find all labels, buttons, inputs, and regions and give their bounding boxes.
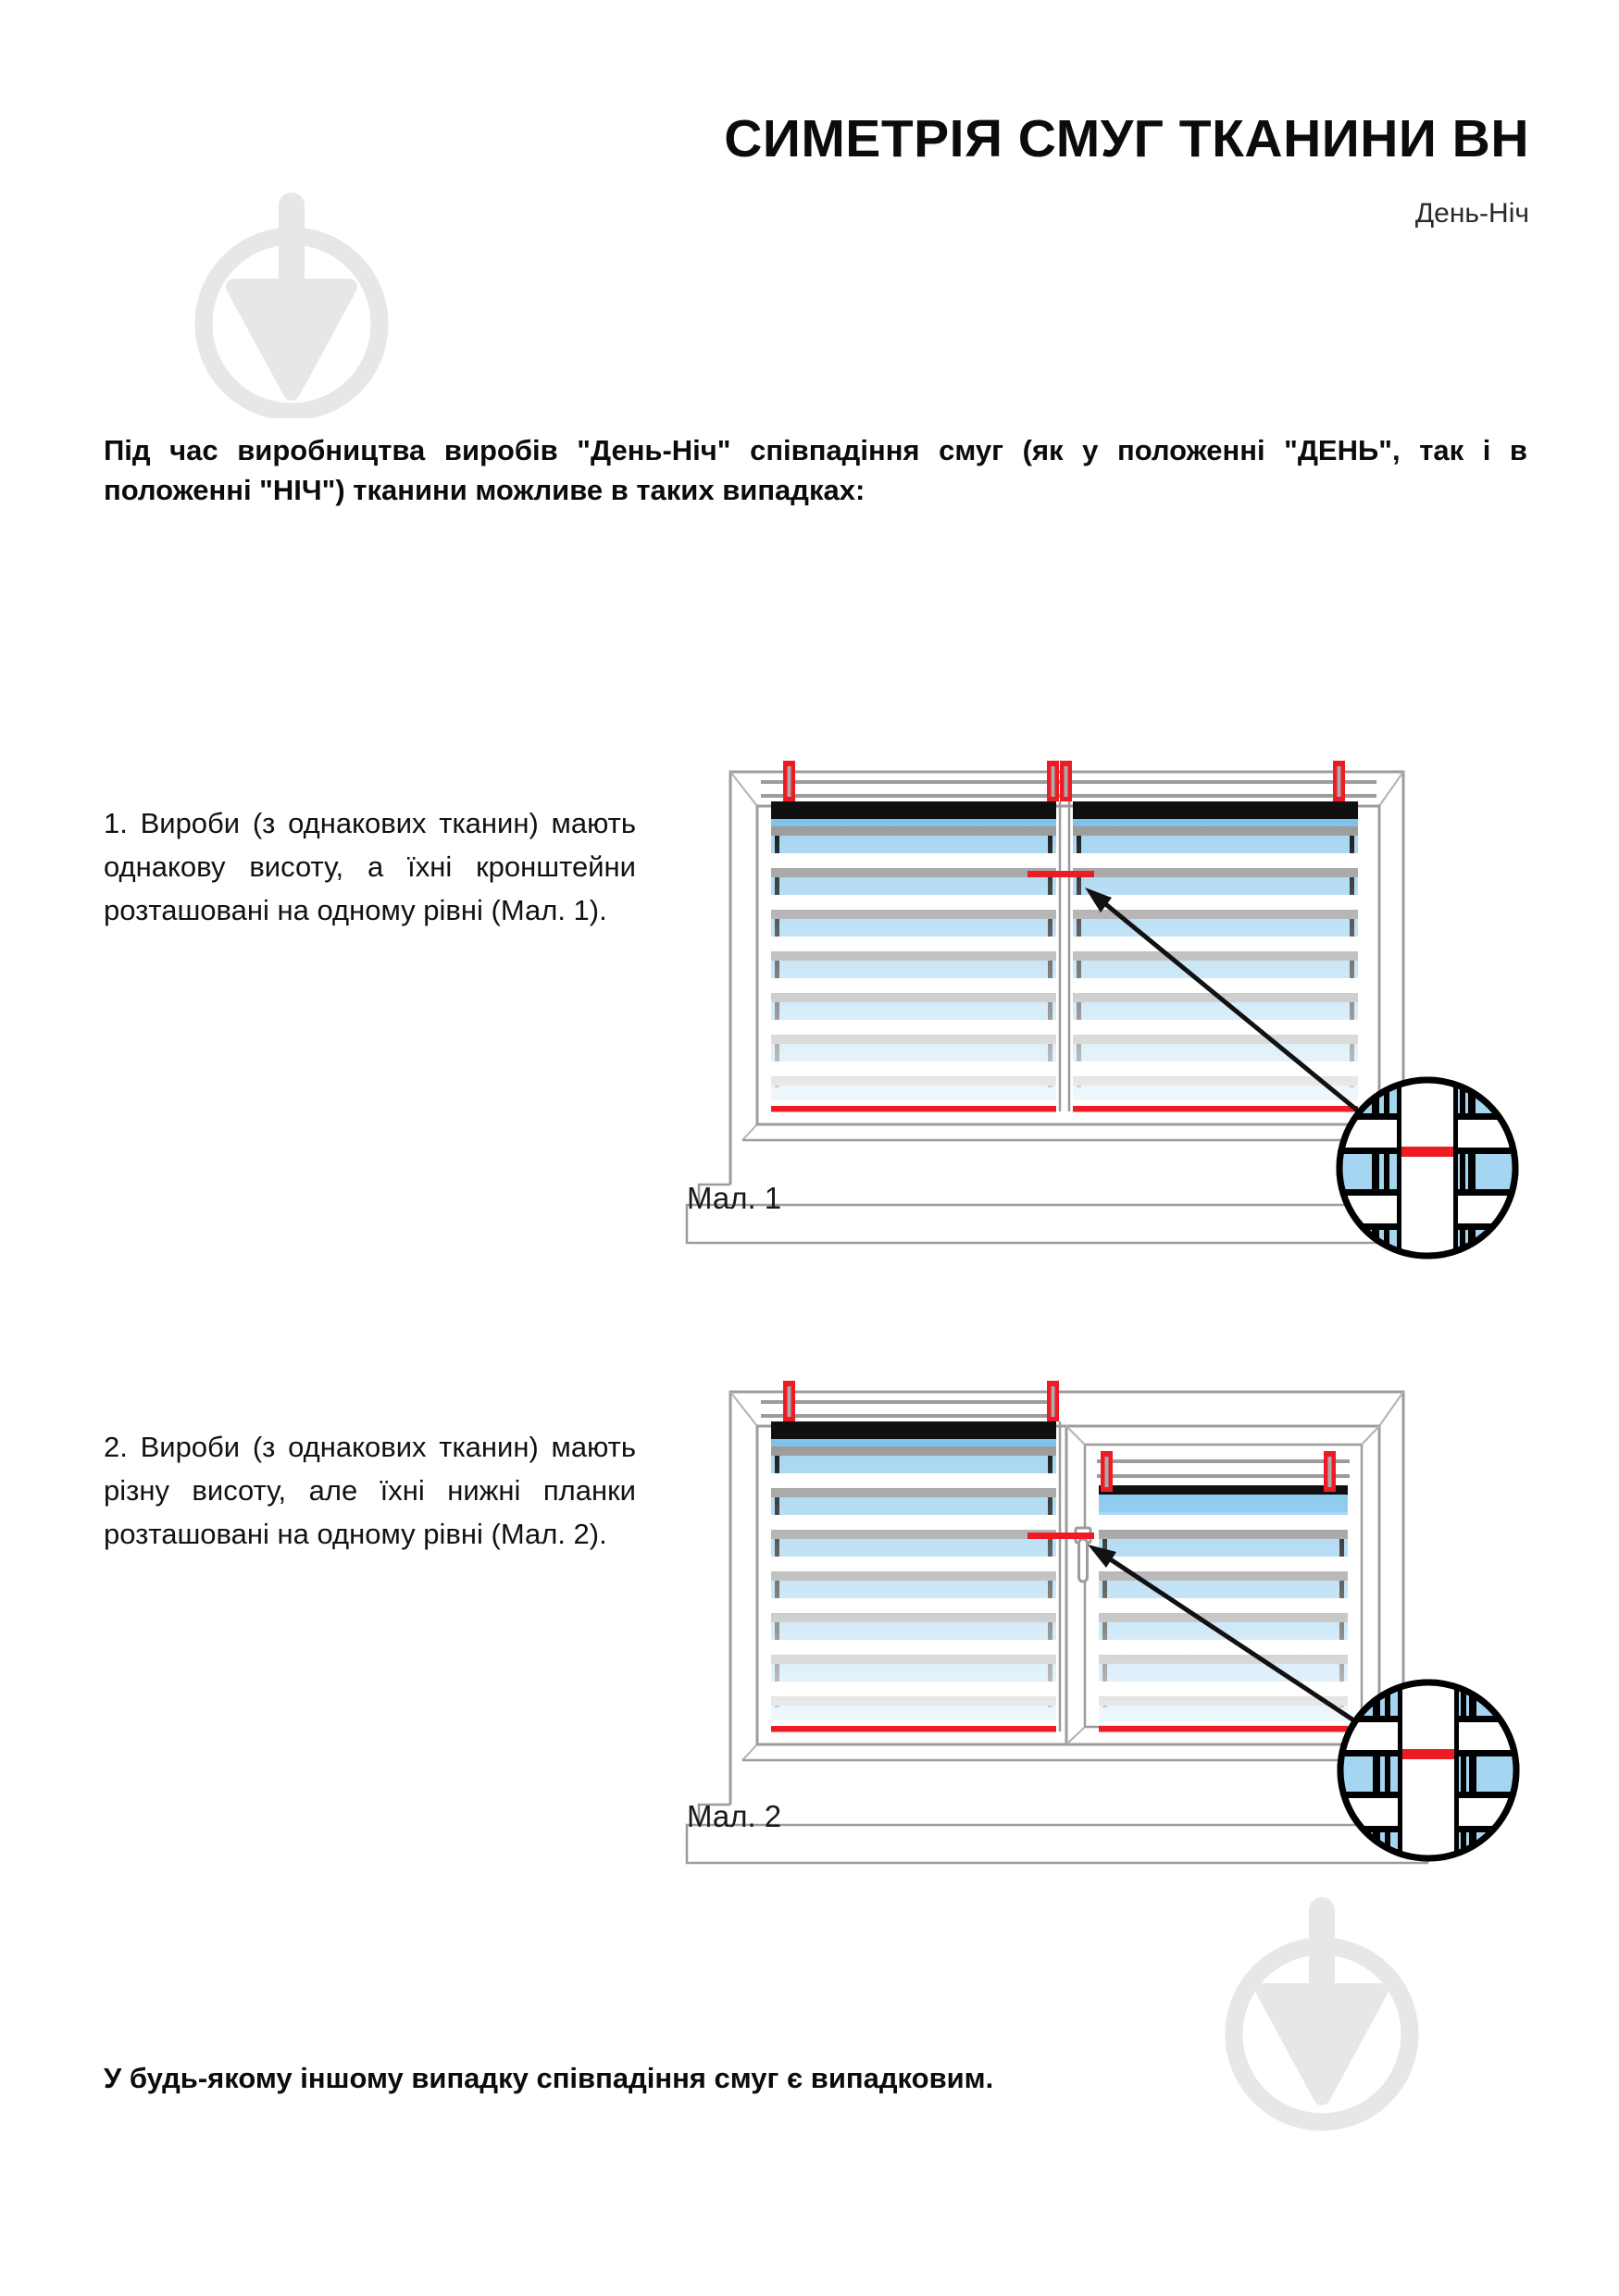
bottom-bar-left [771,1726,1056,1732]
blind-panel-left [771,801,1056,1112]
blind-panel-right [1099,1485,1348,1732]
blind-panel-right [1073,801,1358,1112]
figure-2-caption: Мал. 2 [687,1799,782,1833]
window-sill [687,1205,1427,1243]
bottom-bar-left [771,1106,1056,1112]
figure-1-caption: Мал. 1 [687,1181,782,1215]
window-sill [687,1825,1427,1863]
case-2-paragraph: 2. Вироби (з однакових тканин) мають різну висоту, але їхні нижні планки розташовані на одному рівні (Мал. 2). [104,1431,636,1551]
brand-watermark-icon [1220,1888,1427,2134]
bottom-bar-right [1099,1726,1348,1732]
brand-watermark-icon [181,172,404,418]
page-subtitle: День-Ніч [1414,197,1529,229]
alignment-marker [1027,1533,1094,1539]
alignment-marker [1027,871,1094,877]
figure-2-window-illustration [671,1337,1551,1893]
footer-statement: У будь-якому іншому випадку співпадіння смуг є випадковим. [104,2062,994,2094]
blind-panel-left [771,1421,1056,1732]
page-title: СИМЕТРІЯ СМУГ ТКАНИНИ ВН [724,109,1529,168]
figure-1-window-illustration [671,717,1551,1272]
case-1-paragraph: 1. Вироби (з однакових тканин) мають однакову висоту, а їхні кронштейни розташовані на одному рівні (Мал. 1). [104,807,636,927]
header [418,109,1529,230]
intro-paragraph: Під час виробництва виробів "День-Ніч" співпадіння смуг (як у положенні "ДЕНЬ", так і в положенні "НІЧ") тканини можливе в таких випадках: [104,434,1527,506]
bottom-bar-right [1073,1106,1358,1112]
